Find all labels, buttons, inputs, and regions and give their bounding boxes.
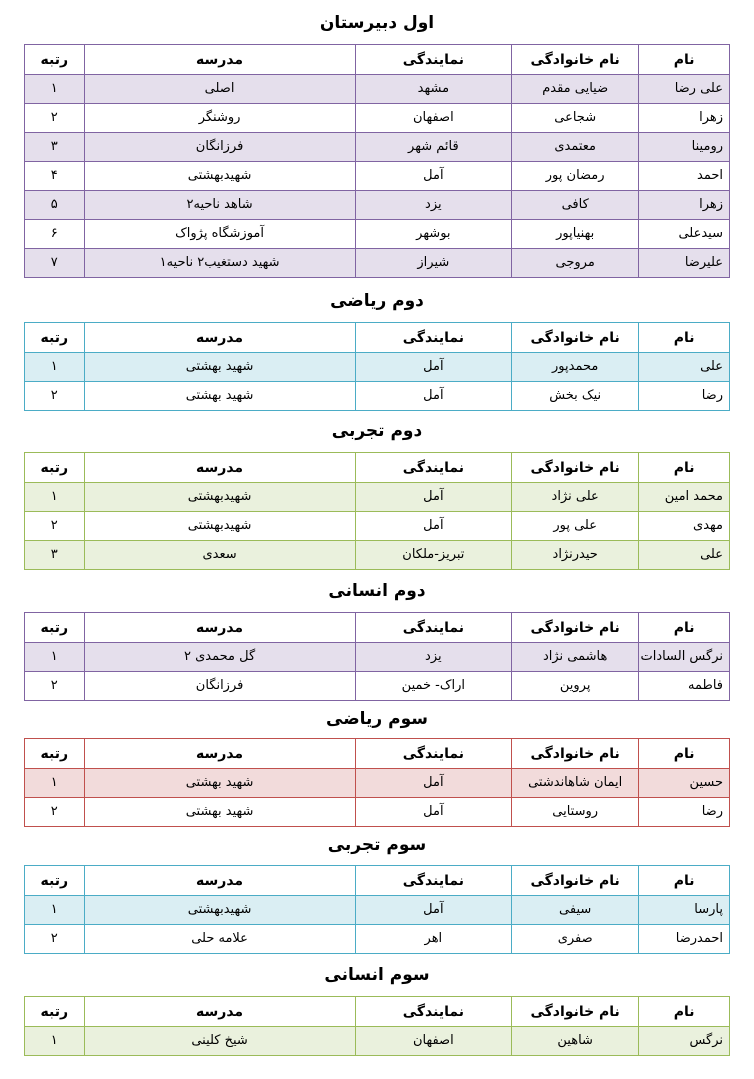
header-family: نام خانوادگی [512, 997, 639, 1027]
cell-city: اهر [355, 925, 511, 954]
cell-city: آمل [355, 353, 511, 382]
cell-name: فاطمه [639, 672, 730, 701]
cell-school: آموزشگاه پژواک [84, 220, 355, 249]
section-title: سوم انسانی [324, 965, 430, 985]
cell-school: شهیدبهشتی [84, 512, 355, 541]
header-school: مدرسه [84, 997, 355, 1027]
header-rank: رتبه [25, 453, 85, 483]
section-title: دوم ریاضی [330, 291, 424, 311]
cell-rank: ۱ [25, 643, 85, 672]
cell-rank: ۲ [25, 512, 85, 541]
header-rank: رتبه [25, 997, 85, 1027]
cell-family: مروجی [512, 249, 639, 278]
cell-name: زهرا [639, 191, 730, 220]
header-name: نام [639, 739, 730, 769]
header-city: نمایندگی [355, 453, 511, 483]
header-rank: رتبه [25, 613, 85, 643]
cell-family: صفری [512, 925, 639, 954]
cell-name: حسین [639, 769, 730, 798]
header-row [25, 866, 730, 896]
cell-school: شهیدبهشتی [84, 162, 355, 191]
header-row [25, 453, 730, 483]
table-row [25, 643, 730, 672]
cell-school: روشنگر [84, 104, 355, 133]
cell-name: علی رضا [639, 75, 730, 104]
table-row [25, 1027, 730, 1056]
cell-rank: ۲ [25, 104, 85, 133]
header-city: نمایندگی [355, 866, 511, 896]
cell-family: معتمدی [512, 133, 639, 162]
cell-rank: ۲ [25, 672, 85, 701]
cell-rank: ۱ [25, 75, 85, 104]
cell-family: محمدپور [512, 353, 639, 382]
cell-name: پارسا [639, 896, 730, 925]
header-city: نمایندگی [355, 997, 511, 1027]
table-row [25, 104, 730, 133]
section-title: دوم تجربی [331, 421, 423, 441]
cell-city: اصفهان [355, 104, 511, 133]
header-school: مدرسه [84, 453, 355, 483]
table-row [25, 798, 730, 827]
table-row [25, 483, 730, 512]
cell-school: شهیدبهشتی [84, 483, 355, 512]
results-table [24, 738, 730, 827]
cell-rank: ۶ [25, 220, 85, 249]
table-row [25, 925, 730, 954]
header-row [25, 739, 730, 769]
header-family: نام خانوادگی [512, 739, 639, 769]
cell-rank: ۵ [25, 191, 85, 220]
header-row [25, 45, 730, 75]
cell-rank: ۲ [25, 798, 85, 827]
table-row [25, 769, 730, 798]
cell-school: شهید بهشتی [84, 382, 355, 411]
table-row [25, 75, 730, 104]
cell-family: علی نژاد [512, 483, 639, 512]
section-title: اول دبیرستان [319, 13, 435, 33]
header-school: مدرسه [84, 323, 355, 353]
cell-name: محمد امین [639, 483, 730, 512]
cell-school: شهید بهشتی [84, 798, 355, 827]
cell-name: رضا [639, 798, 730, 827]
table-row [25, 220, 730, 249]
header-family: نام خانوادگی [512, 45, 639, 75]
cell-city: آمل [355, 382, 511, 411]
cell-name: رضا [639, 382, 730, 411]
header-family: نام خانوادگی [512, 613, 639, 643]
cell-city: اصفهان [355, 1027, 511, 1056]
header-school: مدرسه [84, 866, 355, 896]
cell-rank: ۱ [25, 769, 85, 798]
cell-school: شهید بهشتی [84, 353, 355, 382]
cell-family: علی پور [512, 512, 639, 541]
cell-city: آمل [355, 798, 511, 827]
header-city: نمایندگی [355, 45, 511, 75]
section-title: سوم ریاضی [326, 709, 428, 729]
header-family: نام خانوادگی [512, 866, 639, 896]
table-row [25, 896, 730, 925]
table-row [25, 191, 730, 220]
header-name: نام [639, 453, 730, 483]
header-name: نام [639, 613, 730, 643]
table-row [25, 249, 730, 278]
cell-city: یزد [355, 643, 511, 672]
cell-school: فرزانگان [84, 133, 355, 162]
header-name: نام [639, 323, 730, 353]
cell-city: بوشهر [355, 220, 511, 249]
cell-rank: ۳ [25, 541, 85, 570]
cell-school: فرزانگان [84, 672, 355, 701]
cell-rank: ۳ [25, 133, 85, 162]
cell-family: پروین [512, 672, 639, 701]
cell-school: شاهد ناحیه۲ [84, 191, 355, 220]
cell-family: هاشمی نژاد [512, 643, 639, 672]
cell-name: نرگس السادات [639, 643, 730, 672]
cell-family: بهنیاپور [512, 220, 639, 249]
cell-name: احمد [639, 162, 730, 191]
cell-school: شهید دستغیب۲ ناحیه۱ [84, 249, 355, 278]
cell-rank: ۱ [25, 353, 85, 382]
cell-rank: ۷ [25, 249, 85, 278]
header-name: نام [639, 45, 730, 75]
cell-city: اراک- خمین [355, 672, 511, 701]
table-row [25, 541, 730, 570]
cell-family: حیدرنژاد [512, 541, 639, 570]
cell-name: زهرا [639, 104, 730, 133]
header-name: نام [639, 866, 730, 896]
cell-name: علی [639, 541, 730, 570]
cell-city: آمل [355, 512, 511, 541]
cell-name: سیدعلی [639, 220, 730, 249]
cell-name: مهدی [639, 512, 730, 541]
header-rank: رتبه [25, 45, 85, 75]
header-school: مدرسه [84, 739, 355, 769]
cell-school: گل محمدی ۲ [84, 643, 355, 672]
results-table [24, 996, 730, 1056]
cell-rank: ۴ [25, 162, 85, 191]
cell-city: قائم شهر [355, 133, 511, 162]
results-table [24, 322, 730, 411]
cell-name: نرگس [639, 1027, 730, 1056]
cell-family: رمضان پور [512, 162, 639, 191]
header-school: مدرسه [84, 45, 355, 75]
cell-family: ایمان شاهاندشتی [512, 769, 639, 798]
cell-family: نیک بخش [512, 382, 639, 411]
header-rank: رتبه [25, 866, 85, 896]
cell-school: سعدی [84, 541, 355, 570]
cell-city: تبریز-ملکان [355, 541, 511, 570]
cell-family: شاهین [512, 1027, 639, 1056]
cell-school: شهیدبهشتی [84, 896, 355, 925]
cell-school: اصلی [84, 75, 355, 104]
header-city: نمایندگی [355, 323, 511, 353]
header-city: نمایندگی [355, 739, 511, 769]
results-table [24, 865, 730, 954]
cell-city: شیراز [355, 249, 511, 278]
header-rank: رتبه [25, 739, 85, 769]
results-table [24, 612, 730, 701]
table-row [25, 133, 730, 162]
cell-school: شیخ کلینی [84, 1027, 355, 1056]
cell-city: یزد [355, 191, 511, 220]
header-name: نام [639, 997, 730, 1027]
header-city: نمایندگی [355, 613, 511, 643]
header-school: مدرسه [84, 613, 355, 643]
cell-family: شجاعی [512, 104, 639, 133]
cell-rank: ۱ [25, 1027, 85, 1056]
table-row [25, 353, 730, 382]
cell-city: آمل [355, 896, 511, 925]
cell-city: آمل [355, 162, 511, 191]
header-row [25, 613, 730, 643]
cell-city: آمل [355, 483, 511, 512]
results-table [24, 452, 730, 570]
section-title: سوم تجربی [327, 835, 427, 855]
cell-family: ضیایی مقدم [512, 75, 639, 104]
header-family: نام خانوادگی [512, 453, 639, 483]
cell-rank: ۱ [25, 896, 85, 925]
cell-name: علی [639, 353, 730, 382]
cell-rank: ۲ [25, 925, 85, 954]
header-row [25, 323, 730, 353]
cell-school: علامه حلی [84, 925, 355, 954]
cell-name: احمدرضا [639, 925, 730, 954]
cell-rank: ۱ [25, 483, 85, 512]
header-row [25, 997, 730, 1027]
cell-rank: ۲ [25, 382, 85, 411]
cell-family: روستایی [512, 798, 639, 827]
cell-city: مشهد [355, 75, 511, 104]
table-row [25, 672, 730, 701]
cell-name: علیرضا [639, 249, 730, 278]
table-row [25, 162, 730, 191]
table-row [25, 512, 730, 541]
cell-family: سیفی [512, 896, 639, 925]
cell-family: کافی [512, 191, 639, 220]
cell-city: آمل [355, 769, 511, 798]
table-row [25, 382, 730, 411]
header-family: نام خانوادگی [512, 323, 639, 353]
section-title: دوم انسانی [328, 581, 426, 601]
cell-name: رومینا [639, 133, 730, 162]
header-rank: رتبه [25, 323, 85, 353]
results-table [24, 44, 730, 278]
cell-school: شهید بهشتی [84, 769, 355, 798]
